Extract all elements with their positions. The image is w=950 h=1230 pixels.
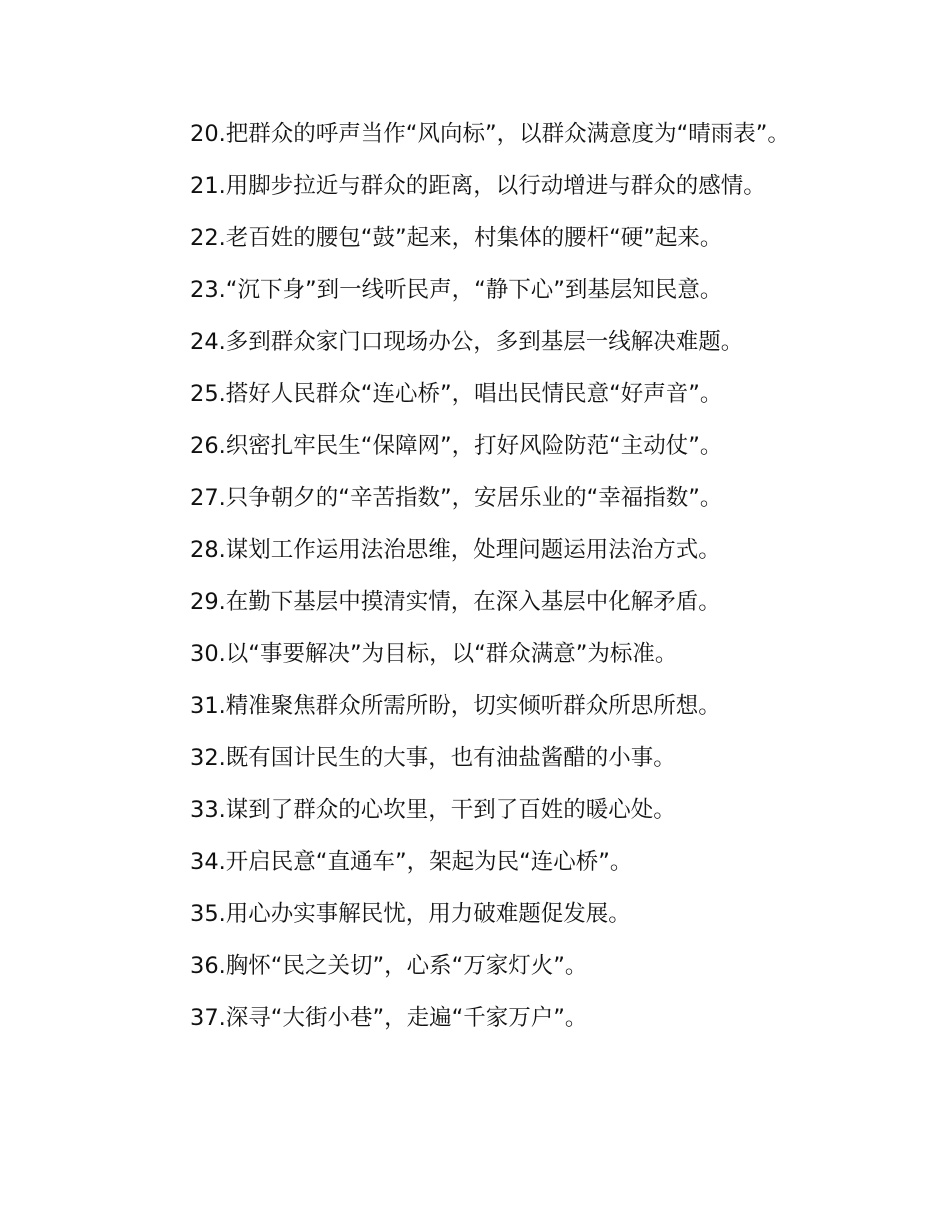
paragraph-29: 29.在勤下基层中摸清实情，在深入基层中化解矛盾。 xyxy=(190,589,721,615)
paragraph-32: 32.既有国计民生的大事，也有油盐酱醋的小事。 xyxy=(190,745,676,771)
paragraph-21: 21.用脚步拉近与群众的距离，以行动增进与群众的感情。 xyxy=(190,173,766,199)
paragraph-25: 25.搭好人民群众“连心桥”，唱出民情民意“好声音”。 xyxy=(190,381,723,407)
paragraph-35: 35.用心办实事解民忧，用力破难题促发展。 xyxy=(190,901,631,927)
paragraph-36: 36.胸怀“民之关切”，心系“万家灯火”。 xyxy=(190,953,588,979)
paragraph-31: 31.精准聚焦群众所需所盼，切实倾听群众所思所想。 xyxy=(190,693,721,719)
paragraph-23: 23.“沉下身”到一线听民声，“静下心”到基层知民意。 xyxy=(190,277,723,303)
paragraph-24: 24.多到群众家门口现场办公，多到基层一线解决难题。 xyxy=(190,329,744,355)
paragraph-37: 37.深寻“大街小巷”，走遍“千家万户”。 xyxy=(190,1005,588,1031)
paragraph-34: 34.开启民意“直通车”，架起为民“连心桥”。 xyxy=(190,849,633,875)
paragraph-30: 30.以“事要解决”为目标，以“群众满意”为标准。 xyxy=(190,641,678,667)
document-body xyxy=(140,112,830,1048)
paragraph-28: 28.谋划工作运用法治思维，处理问题运用法治方式。 xyxy=(190,537,721,563)
paragraph-27: 27.只争朝夕的“辛苦指数”，安居乐业的“幸福指数”。 xyxy=(190,485,723,511)
paragraph-20: 20.把群众的呼声当作“风向标”，以群众满意度为“晴雨表”。 xyxy=(190,121,790,147)
paragraph-22: 22.老百姓的腰包“鼓”起来，村集体的腰杆“硬”起来。 xyxy=(190,225,723,251)
paragraph-33: 33.谋到了群众的心坎里，干到了百姓的暖心处。 xyxy=(190,797,676,823)
paragraph-26: 26.织密扎牢民生“保障网”，打好风险防范“主动仗”。 xyxy=(190,433,723,459)
